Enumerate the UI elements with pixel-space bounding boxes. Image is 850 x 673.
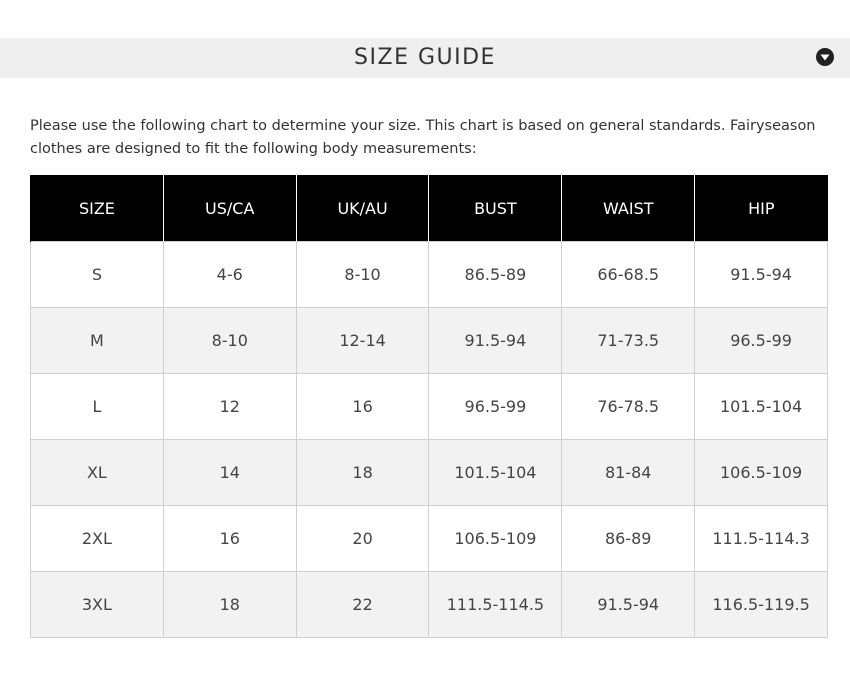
table-cell: 76-78.5 (562, 374, 695, 440)
table-row (31, 374, 828, 440)
table-cell: 106.5-109 (429, 506, 562, 572)
table-cell: 96.5-99 (695, 308, 828, 374)
column-header-us-ca: US/CA (163, 175, 296, 242)
table-cell: 86.5-89 (429, 242, 562, 308)
table-cell: S (31, 242, 164, 308)
table-cell: 16 (296, 374, 429, 440)
table-cell: 22 (296, 572, 429, 638)
table-cell: 101.5-104 (429, 440, 562, 506)
intro-text: Please use the following chart to determine your size. This chart is based on general standards. Fairyseason clothes are designed to fit the following body measurements: (30, 118, 816, 157)
table-row (31, 440, 828, 506)
column-header-hip: HIP (695, 175, 828, 242)
table-cell: 81-84 (562, 440, 695, 506)
table-cell: 14 (163, 440, 296, 506)
size-chart-table (30, 175, 828, 638)
table-cell: 86-89 (562, 506, 695, 572)
table-cell: 116.5-119.5 (695, 572, 828, 638)
table-cell: 3XL (31, 572, 164, 638)
table-cell: 12-14 (296, 308, 429, 374)
table-cell: XL (31, 440, 164, 506)
table-row (31, 308, 828, 374)
table-cell: 101.5-104 (695, 374, 828, 440)
table-cell: 71-73.5 (562, 308, 695, 374)
table-cell: 111.5-114.5 (429, 572, 562, 638)
table-cell: 12 (163, 374, 296, 440)
table-cell: M (31, 308, 164, 374)
table-cell: 18 (296, 440, 429, 506)
table-cell: 4-6 (163, 242, 296, 308)
table-cell: 16 (163, 506, 296, 572)
column-header-waist: WAIST (562, 175, 695, 242)
table-cell: 91.5-94 (695, 242, 828, 308)
table-row (31, 572, 828, 638)
table-cell: L (31, 374, 164, 440)
table-row (31, 242, 828, 308)
table-cell: 111.5-114.3 (695, 506, 828, 572)
page-title: SIZE GUIDE (354, 45, 496, 70)
table-cell: 106.5-109 (695, 440, 828, 506)
table-cell: 8-10 (163, 308, 296, 374)
table-cell: 18 (163, 572, 296, 638)
column-header-uk-au: UK/AU (296, 175, 429, 242)
size-guide-header[interactable] (0, 38, 850, 78)
table-cell: 91.5-94 (429, 308, 562, 374)
table-cell: 2XL (31, 506, 164, 572)
table-cell: 66-68.5 (562, 242, 695, 308)
table-cell: 91.5-94 (562, 572, 695, 638)
chevron-down-icon (816, 48, 834, 66)
table-header-row (31, 175, 828, 242)
table-cell: 96.5-99 (429, 374, 562, 440)
table-row (31, 506, 828, 572)
column-header-bust: BUST (429, 175, 562, 242)
table-cell: 8-10 (296, 242, 429, 308)
collapse-toggle-button[interactable] (816, 48, 834, 66)
table-cell: 20 (296, 506, 429, 572)
column-header-size: SIZE (31, 175, 164, 242)
